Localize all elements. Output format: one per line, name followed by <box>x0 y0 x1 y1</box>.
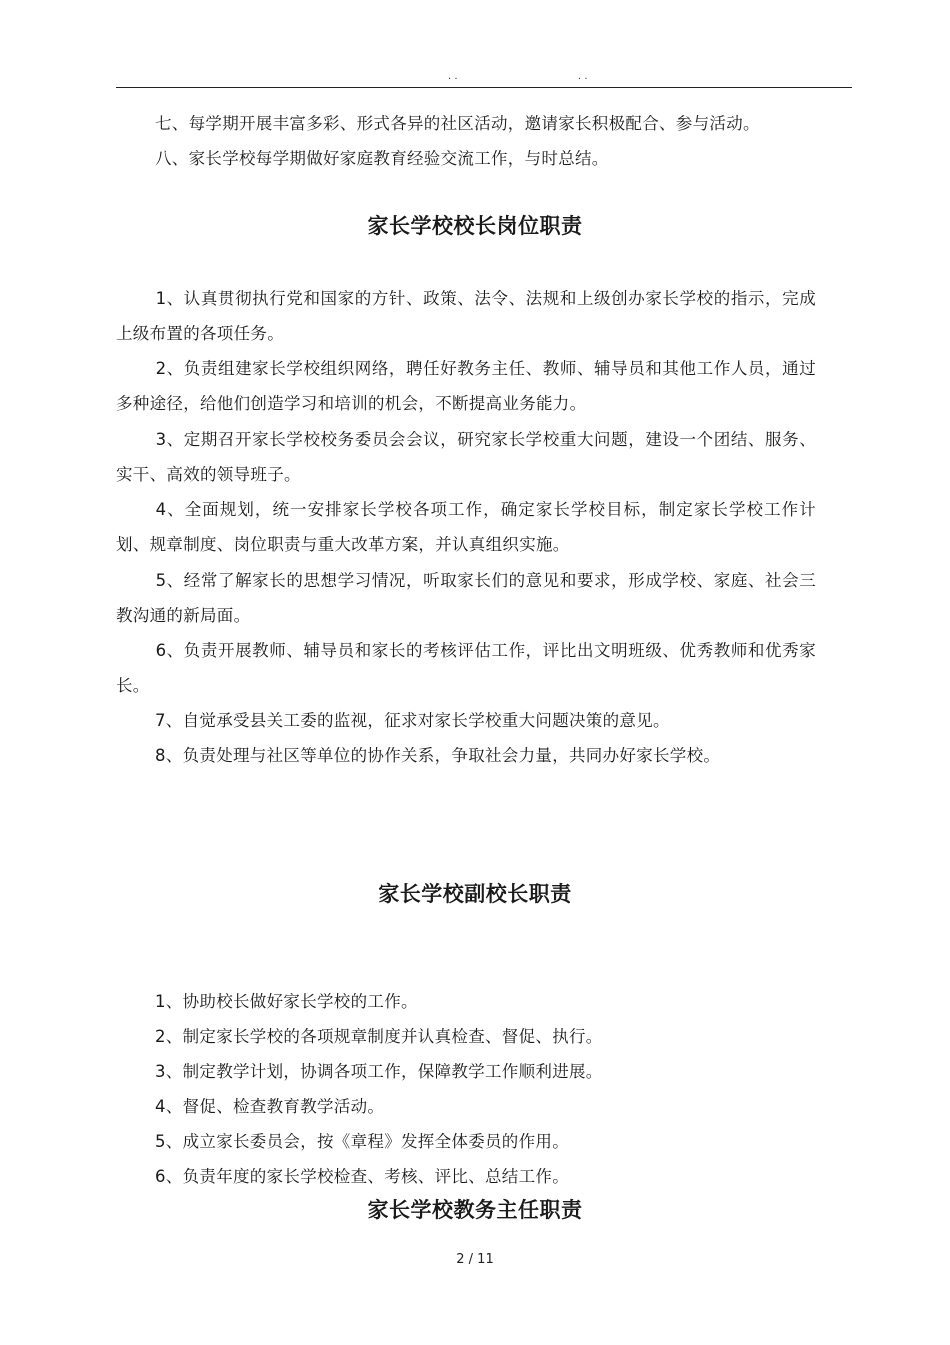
principal-duty-item: 5、经常了解家长的思想学习情况，听取家长们的意见和要求，形成学校、家庭、社会三教沟通的新局面。 <box>116 571 816 625</box>
principal-duty-item: 7、自觉承受县关工委的监视，征求对家长学校重大问题决策的意见。 <box>155 711 670 730</box>
section-title-vice-principal: 家长学校副校长职责 <box>378 881 572 906</box>
header-dots-right: . . <box>578 71 588 82</box>
vice-duty-item: 2、制定家长学校的各项规章制度并认真检查、督促、执行。 <box>155 1027 603 1046</box>
vice-duty-item: 6、负责年度的家长学校检查、考核、评比、总结工作。 <box>155 1167 569 1186</box>
vice-duty-item: 1、协助校长做好家长学校的工作。 <box>155 992 418 1011</box>
vice-duty-item: 4、督促、检查教育教学活动。 <box>155 1097 385 1116</box>
header-dots-left: . . <box>448 71 458 82</box>
principal-duty-item: 3、定期召开家长学校校务委员会会议，研究家长学校重大问题，建设一个团结、服务、实干、高效的领导班子。 <box>116 430 816 484</box>
principal-duty-item: 2、负责组建家长学校组织网络，聘任好教务主任、教师、辅导员和其他工作人员，通过多种途径，给他们创造学习和培训的机会，不断提高业务能力。 <box>116 359 816 413</box>
vice-duty-item: 3、制定教学计划，协调各项工作，保障教学工作顺利进展。 <box>155 1062 603 1081</box>
vice-duty-item: 5、成立家长委员会，按《章程》发挥全体委员的作用。 <box>155 1132 569 1151</box>
principal-duty-item: 8、负责处理与社区等单位的协作关系，争取社会力量，共同办好家长学校。 <box>155 746 721 765</box>
header-dots <box>0 72 950 86</box>
principal-duty-item: 6、负责开展教师、辅导员和家长的考核评估工作，评比出文明班级、优秀教师和优秀家长。 <box>116 641 816 695</box>
principal-duty-item: 4、全面规划，统一安排家长学校各项工作，确定家长学校目标，制定家长学校工作计划、规章制度、岗位职责与重大改革方案，并认真组织实施。 <box>116 500 816 554</box>
principal-duty-item: 1、认真贯彻执行党和国家的方针、政策、法令、法规和上级创办家长学校的指示，完成上级布置的各项任务。 <box>116 289 816 343</box>
section-title-principal: 家长学校校长岗位职责 <box>367 213 583 238</box>
intro-item: 八、家长学校每学期做好家庭教育经验交流工作，与时总结。 <box>155 149 609 168</box>
intro-item: 七、每学期开展丰富多彩、形式各异的社区活动，邀请家长积极配合、参与活动。 <box>155 114 760 133</box>
section-title-dean: 家长学校教务主任职责 <box>367 1197 583 1222</box>
page-number: 2 / 11 <box>456 1252 494 1267</box>
header-rule <box>116 87 852 88</box>
